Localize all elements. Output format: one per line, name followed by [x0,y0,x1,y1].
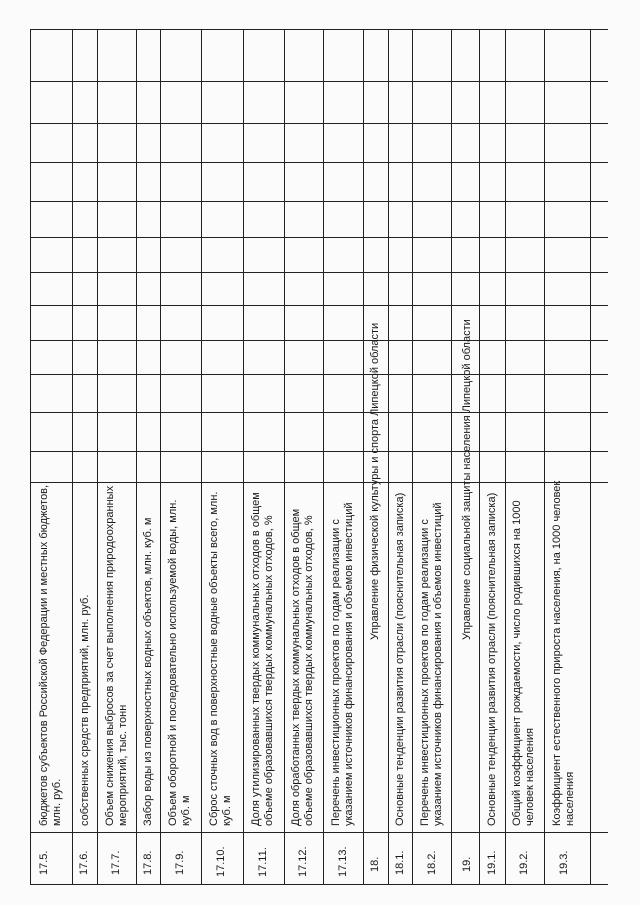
row-number: 19.2. [518,850,530,875]
row-number: 19.3. [558,850,570,875]
row-description-line: Забор воды из поверхностных водных объектов, млн. куб. м [142,517,154,826]
row-description-line: Перечень инвестиционных проектов по годам реализации с [419,519,431,826]
row-description-line: Перечень инвестиционных проектов по годам реализации с [330,519,342,826]
section-heading: Управление социальной защиты населения Липецкой области [461,319,473,640]
row-divider [97,29,98,885]
row-description [419,502,444,826]
column-divider [30,412,608,413]
row-number: 19. [461,856,473,872]
row-description-line: куб. м [220,795,233,826]
row-description-line: Объем оборотной и последовательно используемой воды, млн. [167,499,179,826]
row-divider [323,29,324,885]
row-description-line: бюджетов субъектов Российской Федерации и местных бюджетов, [38,484,50,826]
row-number: 17.6. [78,850,90,875]
section-heading: Управление физической культуры и спорта Липецкой области [369,322,381,640]
row-description [290,509,315,826]
column-divider [30,451,608,452]
row-description [511,500,536,826]
row-number: 17.5. [38,850,50,875]
row-number: 17.11. [257,847,269,877]
column-divider [30,482,608,483]
row-description-line: объеме образовавшихся твердых коммунальных отходов, % [302,515,315,826]
row-divider [505,29,506,885]
table-right-border [590,29,591,885]
row-description-line: указанием источников финансирования и объемов инвестиций [342,502,355,826]
row-description [250,492,275,826]
row-description [394,493,407,826]
row-description [104,486,129,826]
column-divider [30,272,608,273]
row-description-line: Объем снижения выбросов за счет выполнения природоохранных [104,485,116,826]
column-divider [30,340,608,341]
row-divider [451,29,452,885]
table-left-border [30,29,31,885]
column-divider [30,81,608,82]
column-divider [30,201,608,202]
row-description-line: Коэффициент естественного прироста населения, на 1000 человек [551,480,563,826]
row-divider [479,29,480,885]
row-number: 17.7. [110,850,122,875]
column-divider [30,374,608,375]
row-divider [72,29,73,885]
row-description-line: населения [563,771,576,826]
row-description-line: Общий коэффициент рождаемости, число родившихся на 1000 [511,500,523,826]
table-bottom-border [30,884,608,885]
row-description [208,492,233,826]
row-description-line: Доля обработанных твердых коммунальных отходов в общем [290,508,302,826]
row-description-line: млн. руб. [50,778,63,826]
row-divider [544,29,545,885]
row-description-line: объеме образовавшихся твердых коммунальных отходов, % [262,515,275,826]
row-description [38,485,63,826]
row-divider [363,29,364,885]
row-number: 17.10. [215,846,227,877]
row-description-line: Сброс сточных вод в поверхностные водные объекты всего, млн. [208,491,220,826]
row-number: 17.13. [337,846,349,877]
row-divider [201,29,202,885]
row-description [486,493,499,826]
row-description [167,500,192,826]
column-divider [30,237,608,238]
row-number: 19.1. [486,850,498,875]
row-description-line: человек населения [523,727,536,826]
row-divider [30,832,608,833]
row-description-line: куб. м [179,795,192,826]
row-number: 18.1. [394,850,406,875]
table-top-border [30,29,608,30]
column-divider [30,305,608,306]
row-description-line: Основные тенденции развития отрасли (пояснительная записка) [394,492,406,826]
row-number: 18. [369,856,381,872]
row-description-line: мероприятий, тыс. тонн [116,704,129,826]
row-divider [243,29,244,885]
row-number: 18.2. [426,850,438,875]
row-divider [412,29,413,885]
row-divider [284,29,285,885]
row-description-line: собственных средств предприятий, млн. руб. [79,594,91,826]
row-number: 17.8. [142,850,154,875]
row-description-line: Основные тенденции развития отрасли (пояснительная записка) [486,492,498,826]
row-description-line: указанием источников финансирования и объемов инвестиций [431,502,444,826]
row-description [330,502,355,826]
row-description [79,595,92,826]
row-divider [160,29,161,885]
row-number: 17.12. [297,846,309,877]
row-description [142,518,155,826]
row-divider [388,29,389,885]
row-divider [136,29,137,885]
column-divider [30,162,608,163]
column-divider [30,123,608,124]
row-description-line: Доля утилизированных твердых коммунальных отходов в общем [250,492,262,826]
row-number: 17.9. [174,850,186,875]
row-description [551,481,576,826]
